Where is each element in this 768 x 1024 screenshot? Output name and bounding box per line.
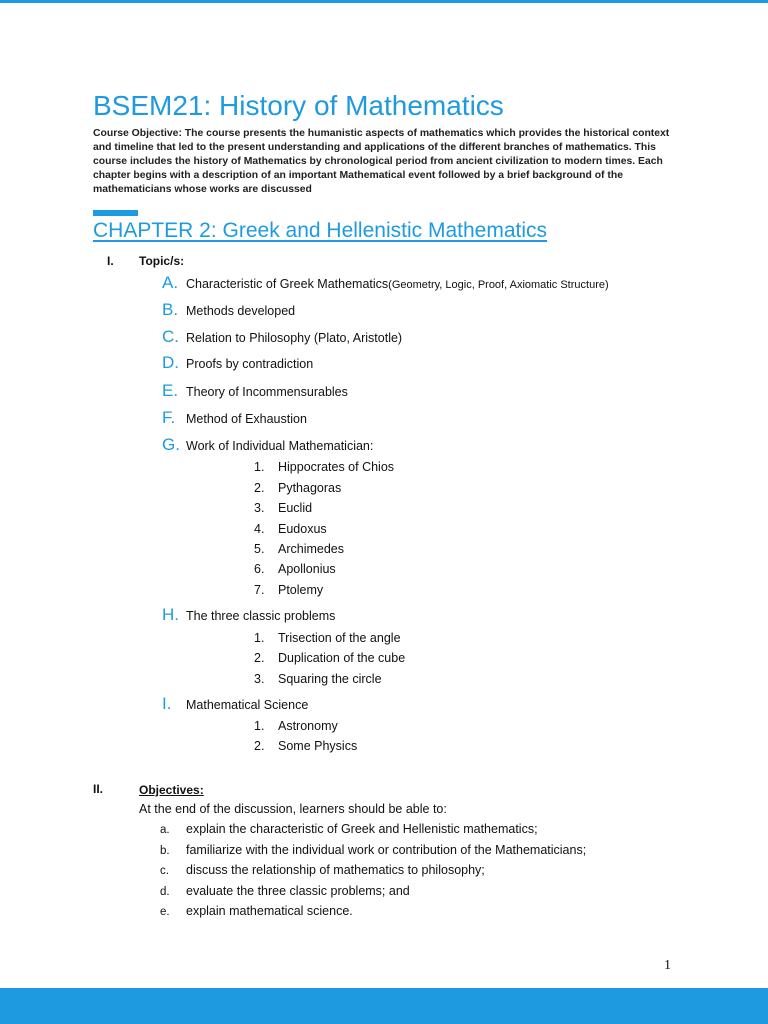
topic-item-a: [162, 273, 609, 297]
list-number: 5.: [254, 542, 265, 556]
topic-item-d: [162, 353, 313, 377]
list-number: 4.: [254, 522, 265, 536]
list-number: 1.: [254, 631, 265, 645]
topic-letter: I.: [162, 694, 172, 713]
topic-text: Characteristic of Greek Mathematics: [186, 277, 389, 291]
chapter-title: CHAPTER 2: Greek and Hellenistic Mathematics: [93, 219, 547, 242]
course-objective-paragraph: Course Objective: The course presents the humanistic aspects of mathematics which provides the historical context and timeline that led to the present understanding and applications of the different branches of mathematics. This course includes the history of Mathematics by chronological period from ancient civilization to modern times. Each chapter begins with a description of an important Mathematical event followed by a brief background of the mathematicians whose works are discussed: [93, 128, 670, 196]
topic-letter: F.: [162, 408, 176, 427]
topic-text: Method of Exhaustion: [186, 412, 307, 426]
top-accent-rule: [0, 0, 768, 3]
list-number: 1.: [254, 719, 265, 733]
list-number: 3.: [254, 501, 265, 515]
math-science-item: [254, 739, 357, 757]
topic-text: Work of Individual Mathematician:: [186, 439, 374, 453]
topic-item-e: [162, 381, 348, 405]
mathematician-item: [254, 562, 336, 580]
objective-letter: c.: [160, 865, 169, 877]
topic-item-h: [162, 605, 335, 629]
topic-text: The three classic problems: [186, 609, 336, 623]
topic-text: Methods developed: [186, 304, 296, 318]
section-2-numeral: II.: [93, 782, 104, 796]
topic-letter: B.: [162, 300, 179, 319]
list-number: 7.: [254, 583, 265, 597]
mathematician-item: [254, 501, 312, 519]
footer-bar: [0, 988, 768, 1024]
objective-item: [160, 863, 485, 881]
document-title: BSEM21: History of Mathematics: [93, 90, 504, 121]
list-text: Duplication of the cube: [278, 651, 406, 665]
topic-letter: D.: [162, 353, 179, 372]
topic-item-f: [162, 408, 307, 432]
topic-text: Relation to Philosophy (Plato, Aristotle): [186, 331, 403, 345]
topics-heading: Topic/s:: [139, 254, 185, 268]
list-text: Eudoxus: [278, 522, 327, 536]
objective-item: [160, 843, 586, 861]
topic-subtopics: (Geometry, Logic, Proof, Axiomatic Structure): [388, 279, 609, 291]
classic-problem-item: [254, 631, 401, 649]
objective-item: [160, 904, 353, 922]
list-text: Apollonius: [278, 562, 336, 576]
objective-letter: a.: [160, 824, 170, 836]
topic-text: Proofs by contradiction: [186, 357, 314, 371]
mathematician-item: [254, 522, 327, 540]
section-1-numeral: I.: [107, 254, 114, 268]
topic-text: Mathematical Science: [186, 698, 309, 712]
list-number: 3.: [254, 672, 265, 686]
list-text: Ptolemy: [278, 583, 324, 597]
list-text: Hippocrates of Chios: [278, 460, 395, 474]
topic-letter: H.: [162, 605, 179, 624]
objective-letter: e.: [160, 906, 170, 918]
list-text: Euclid: [278, 501, 313, 515]
list-text: Archimedes: [278, 542, 344, 556]
classic-problem-item: [254, 672, 382, 690]
list-number: 2.: [254, 739, 265, 753]
objective-letter: b.: [160, 845, 170, 857]
mathematician-item: [254, 460, 394, 478]
topic-item-c: [162, 327, 402, 351]
math-science-item: [254, 719, 338, 737]
topic-item-b: [162, 300, 295, 324]
accent-bar: [93, 210, 138, 216]
topic-text: Theory of Incommensurables: [186, 385, 348, 399]
objective-text: familiarize with the individual work or contribution of the Mathematicians;: [186, 843, 587, 857]
objective-text: explain the characteristic of Greek and Hellenistic mathematics;: [186, 822, 538, 836]
objective-letter: d.: [160, 886, 170, 898]
objective-text: discuss the relationship of mathematics to philosophy;: [186, 863, 485, 877]
objectives-heading: Objectives:: [139, 783, 204, 797]
list-text: Astronomy: [278, 719, 338, 733]
objective-item: [160, 884, 410, 902]
topic-letter: A.: [162, 273, 179, 292]
list-number: 2.: [254, 481, 265, 495]
objective-text: explain mathematical science.: [186, 904, 353, 918]
list-text: Trisection of the angle: [278, 631, 401, 645]
list-text: Pythagoras: [278, 481, 342, 495]
list-number: 1.: [254, 460, 265, 474]
objectives-intro: At the end of the discussion, learners should be able to:: [139, 802, 447, 816]
page-number: 1: [664, 958, 671, 973]
topic-item-i: [162, 694, 308, 718]
topic-letter: E.: [162, 381, 179, 400]
list-number: 2.: [254, 651, 265, 665]
objective-text: evaluate the three classic problems; and: [186, 884, 410, 898]
mathematician-item: [254, 542, 344, 560]
topic-letter: C.: [162, 327, 179, 346]
objective-item: [160, 822, 538, 840]
list-text: Squaring the circle: [278, 672, 382, 686]
list-text: Some Physics: [278, 739, 358, 753]
topic-letter: G.: [162, 435, 180, 454]
mathematician-item: [254, 481, 341, 499]
list-number: 6.: [254, 562, 265, 576]
topic-item-g: [162, 435, 373, 459]
mathematician-item: [254, 583, 323, 601]
classic-problem-item: [254, 651, 405, 669]
